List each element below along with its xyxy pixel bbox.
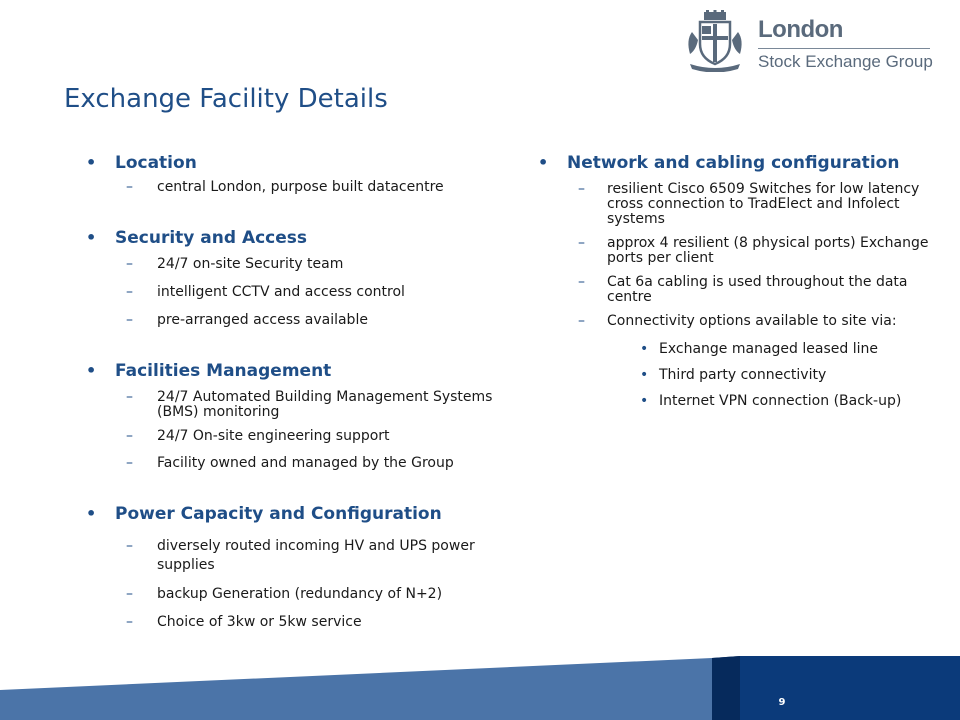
list-item-text: 24/7 Automated Building Management Systems (BMS) monitoring: [157, 389, 493, 420]
bullet-icon: •: [640, 367, 649, 383]
list-item: [538, 314, 938, 329]
section-heading: [86, 503, 526, 525]
section-heading: [86, 360, 526, 382]
footer-band-dark: [712, 656, 960, 720]
list-item: [538, 236, 938, 266]
list-item-text: pre-arranged access available: [157, 312, 368, 328]
dash-icon: –: [126, 284, 133, 300]
dash-icon: –: [578, 181, 585, 197]
security-section: [86, 227, 526, 328]
list-item-text: intelligent CCTV and access control: [157, 284, 405, 300]
list-item-text: Facility owned and managed by the Group: [157, 455, 454, 471]
sub-list-item-text: Third party connectivity: [659, 367, 827, 383]
bullet-icon: •: [86, 361, 97, 380]
section-heading-text: Network and cabling configuration: [567, 153, 900, 173]
dash-icon: –: [126, 614, 133, 630]
list-item-text: Choice of 3kw or 5kw service: [157, 614, 362, 630]
dash-icon: –: [126, 428, 133, 444]
power-section: [86, 503, 526, 632]
dash-icon: –: [126, 312, 133, 328]
footer-band: [0, 656, 960, 720]
section-heading: [86, 227, 526, 249]
list-item: [86, 285, 526, 300]
section-heading-text: Security and Access: [115, 228, 308, 248]
crest-icon: [684, 10, 746, 72]
list-item: [86, 313, 526, 328]
bullet-icon: •: [538, 153, 549, 172]
section-heading-text: Location: [115, 153, 197, 173]
list-item: [86, 390, 526, 420]
sub-list-item-text: Exchange managed leased line: [659, 341, 878, 357]
list-item-text: backup Generation (redundancy of N+2): [157, 586, 443, 602]
list-item-text: Cat 6a cabling is used throughout the data centre: [607, 274, 908, 305]
location-section: [86, 152, 526, 195]
logo-subtitle: Stock Exchange Group: [758, 52, 933, 71]
list-item: [86, 613, 526, 632]
list-item-text: 24/7 on-site Security team: [157, 256, 344, 272]
dash-icon: –: [126, 389, 133, 405]
network-section: [538, 152, 938, 409]
list-item: [86, 537, 526, 575]
section-heading: [86, 152, 526, 174]
bullet-icon: •: [86, 153, 97, 172]
dash-icon: –: [578, 313, 585, 329]
left-column: [86, 152, 526, 632]
sub-list-item-text: Internet VPN connection (Back-up): [659, 393, 902, 409]
dash-icon: –: [126, 256, 133, 272]
dash-icon: –: [578, 235, 585, 251]
logo-divider: [758, 48, 930, 49]
list-item: [538, 182, 938, 227]
list-item-text: 24/7 On-site engineering support: [157, 428, 390, 444]
company-logo: [684, 10, 934, 74]
sub-list-item: [538, 367, 938, 383]
dash-icon: –: [126, 179, 133, 195]
list-item: [538, 275, 938, 305]
dash-icon: –: [578, 274, 585, 290]
list-item-text: resilient Cisco 6509 Switches for low latency cross connection to TradElect and Infolect systems: [607, 181, 920, 227]
list-item: [86, 456, 526, 471]
logo-name: London: [758, 16, 843, 43]
section-heading-text: Power Capacity and Configuration: [115, 504, 442, 524]
section-heading: [538, 152, 938, 174]
bullet-icon: •: [86, 228, 97, 247]
dash-icon: –: [126, 586, 133, 602]
sub-list-item: [538, 341, 938, 357]
footer-band-shadow: [712, 656, 740, 720]
sub-list-item: [538, 393, 938, 409]
bullet-icon: •: [640, 341, 649, 357]
list-item: [86, 257, 526, 272]
section-heading-text: Facilities Management: [115, 361, 332, 381]
list-item: [86, 180, 526, 195]
list-item-text: approx 4 resilient (8 physical ports) Exchange ports per client: [607, 235, 929, 266]
list-item: [86, 585, 526, 604]
list-item-text: Connectivity options available to site via:: [607, 313, 897, 329]
bullet-icon: •: [86, 504, 97, 523]
list-item: [86, 429, 526, 444]
slide-title: Exchange Facility Details: [64, 84, 388, 114]
list-item-text: diversely routed incoming HV and UPS power supplies: [157, 538, 475, 573]
page-number: 9: [778, 697, 786, 708]
list-item-text: central London, purpose built datacentre: [157, 179, 444, 195]
dash-icon: –: [126, 538, 133, 554]
footer-band-light: [0, 658, 712, 720]
bullet-icon: •: [640, 393, 649, 409]
dash-icon: –: [126, 455, 133, 471]
right-column: [538, 152, 938, 409]
facilities-section: [86, 360, 526, 471]
